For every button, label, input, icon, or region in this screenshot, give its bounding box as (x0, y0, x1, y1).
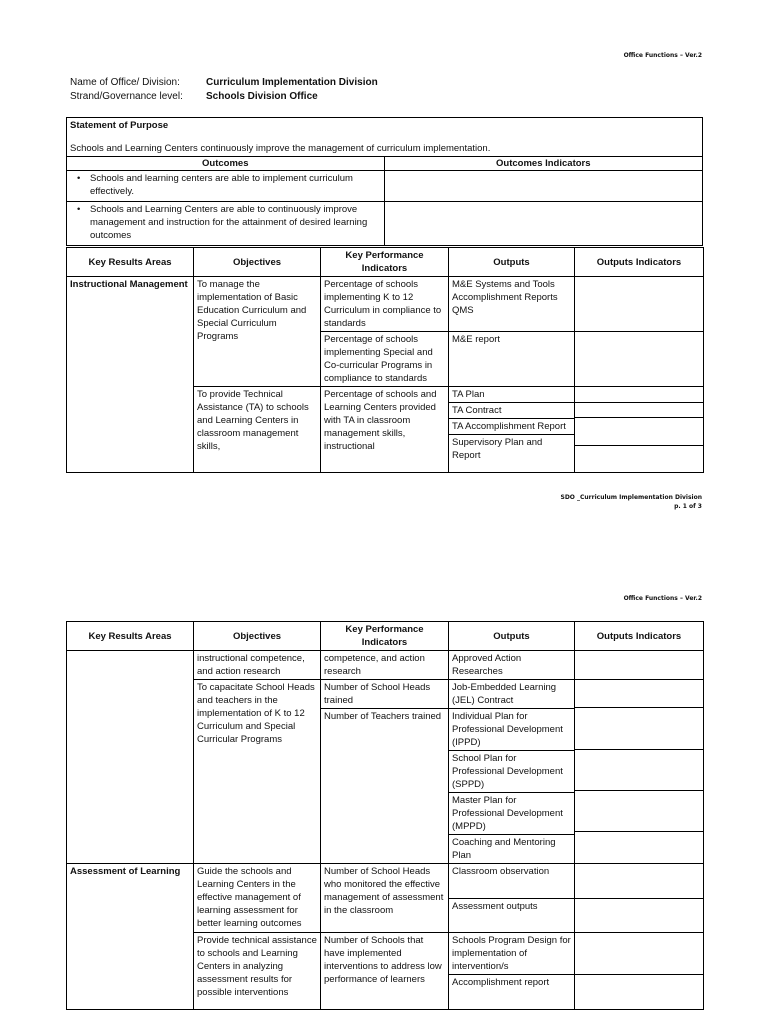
office-info (70, 76, 378, 104)
output-item: Master Plan for Professional Development (MPPD) (449, 793, 574, 835)
output-item: TA Contract (449, 403, 574, 419)
output-cell: Approved Action Researches (449, 651, 575, 680)
kpi-item: Number of Teachers trained (324, 711, 442, 722)
col-header: Key Performance Indicators (321, 248, 449, 277)
output-indicator-cell (575, 387, 704, 403)
output-stack (449, 864, 575, 933)
page-header: Office Functions – Ver.2 (623, 595, 702, 602)
output-item: Accomplishment report (452, 977, 550, 988)
col-header: Outputs Indicators (575, 248, 704, 277)
kpi-stack (321, 680, 449, 864)
col-header: Key Performance Indicators (321, 622, 449, 651)
kpi-cell: competence, and action research (321, 651, 449, 680)
col-header: Outputs (449, 248, 575, 277)
outcome-item: • Schools and Learning Centers are able to continuously improve management and instruction for the attainment of desired learning outcomes (70, 203, 381, 242)
purpose-title: Statement of Purpose (70, 120, 169, 131)
kra-table-page2 (66, 621, 704, 1010)
outcome-indicator-cell (384, 202, 702, 246)
col-header: Key Results Areas (67, 248, 194, 277)
output-cell: M&E report (449, 332, 575, 387)
output-stack (449, 933, 575, 1010)
objective-cell: To manage the implementation of Basic Education Curriculum and Special Curriculum Programs (194, 277, 321, 387)
output-item: Individual Plan for Professional Development (IPPD) (449, 709, 574, 751)
col-header: Key Results Areas (67, 622, 194, 651)
footer-page-number: p. 1 of 3 (674, 503, 702, 510)
objective-cell: Provide technical assistance to schools and Learning Centers in analyzing assessment results for possible interventions (194, 933, 321, 1010)
outcome-item: • Schools and learning centers are able to implement curriculum effectively. (70, 172, 381, 198)
strand-value: Schools Division Office (206, 91, 318, 102)
output-item: Job-Embedded Learning (JEL) Contract (449, 680, 574, 709)
output-stack (449, 680, 575, 864)
output-item: Coaching and Mentoring Plan (452, 837, 556, 861)
output-indicator-stack (575, 403, 704, 473)
kpi-cell: Percentage of schools implementing Special and Co-curricular Programs in compliance to standards (321, 332, 449, 387)
kpi-cell: Percentage of schools implementing K to 12 Curriculum in compliance to standards (321, 277, 449, 332)
kpi-item: Number of School Heads trained (321, 680, 448, 709)
output-item: School Plan for Professional Development (SPPD) (449, 751, 574, 793)
output-indicator-cell (575, 651, 704, 680)
outcome-indicator-cell (384, 171, 702, 202)
output-item: Assessment outputs (452, 901, 538, 912)
output-item: Classroom observation (449, 864, 574, 899)
kra-cell: Instructional Management (67, 277, 194, 473)
output-item: Supervisory Plan and Report (452, 437, 543, 461)
kra-table-page1 (66, 247, 704, 473)
col-header: Objectives (194, 622, 321, 651)
output-cell: TA Plan (449, 387, 575, 403)
office-value: Curriculum Implementation Division (206, 77, 378, 88)
col-header: Objectives (194, 248, 321, 277)
kpi-cell: Percentage of schools and Learning Centers provided with TA in classroom management skills, instructional (321, 387, 449, 473)
output-item: Schools Program Design for implementation of intervention/s (449, 933, 574, 975)
kpi-cell: Number of Schools that have implemented interventions to address low performance of learners (321, 933, 449, 1010)
page-footer (561, 493, 703, 511)
page-gap (0, 525, 768, 575)
outcomes-header: Outcomes (67, 157, 385, 171)
objective-cell: To provide Technical Assistance (TA) to schools and Learning Centers in classroom management skills, (194, 387, 321, 473)
output-indicator-stack (575, 933, 704, 1010)
outcomes-indicators-header: Outcomes Indicators (384, 157, 702, 171)
output-indicator-stack (575, 680, 704, 864)
strand-label: Strand/Governance level: (70, 91, 183, 102)
office-label: Name of Office/ Division: (70, 77, 180, 88)
footer-line: SDO _Curriculum Implementation Division (560, 494, 702, 501)
document-page-2 (0, 575, 768, 1024)
page-header: Office Functions – Ver.2 (623, 52, 702, 59)
kra-cell: Assessment of Learning (67, 864, 194, 1010)
objective-cell: To capacitate School Heads and teachers in the implementation of K to 12 Curriculum and Special Curricular Programs (194, 680, 321, 864)
output-stack (449, 403, 575, 473)
output-indicator-cell (575, 332, 704, 387)
purpose-table (66, 117, 703, 246)
objective-cell: instructional competence, and action research (194, 651, 321, 680)
kra-cell (67, 651, 194, 864)
output-item: TA Accomplishment Report (449, 419, 574, 435)
output-cell: M&E Systems and Tools Accomplishment Reports QMS (449, 277, 575, 332)
objective-cell: Guide the schools and Learning Centers in the effective management of learning assessment for better learning outcomes (194, 864, 321, 933)
output-indicator-stack (575, 864, 704, 933)
col-header: Outputs (449, 622, 575, 651)
purpose-text: Schools and Learning Centers continuously improve the management of curriculum implementation. (70, 143, 491, 154)
kpi-cell: Number of School Heads who monitored the effective management of assessment in the classroom (321, 864, 449, 933)
col-header: Outputs Indicators (575, 622, 704, 651)
output-indicator-cell (575, 277, 704, 332)
